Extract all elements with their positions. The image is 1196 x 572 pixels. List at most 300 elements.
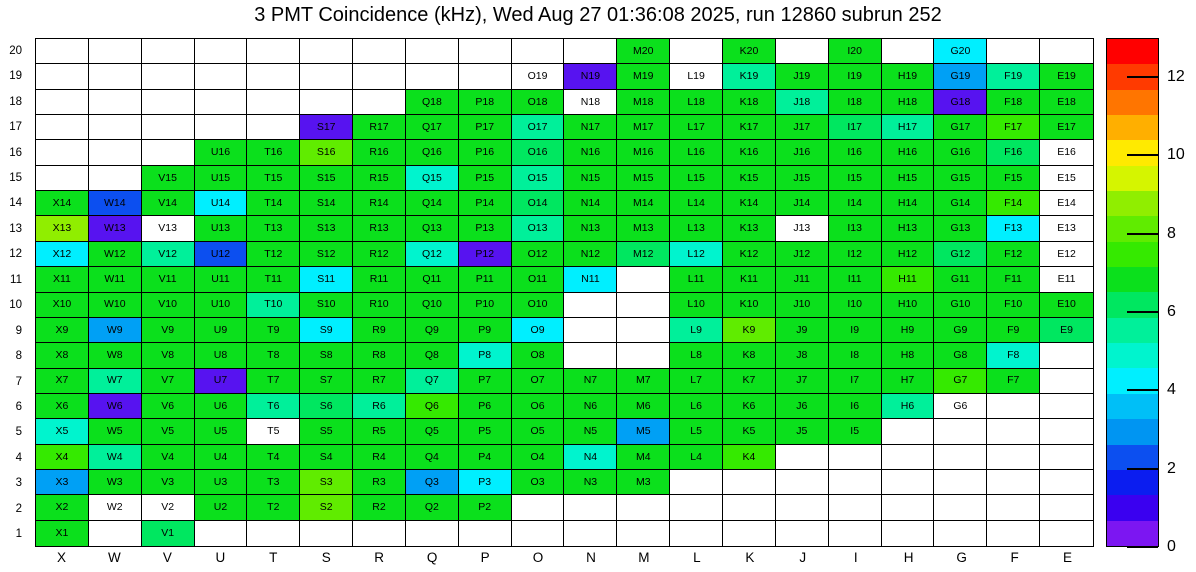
heatmap-cell: X10 <box>36 293 89 318</box>
heatmap-cell <box>89 140 142 165</box>
heatmap-cell: I5 <box>829 419 882 444</box>
heatmap-cell: U4 <box>195 445 248 470</box>
heatmap-cell: J6 <box>776 394 829 419</box>
colorbar-tick-line <box>1127 389 1158 391</box>
heatmap-cell: M16 <box>617 140 670 165</box>
heatmap-cell: V1 <box>142 521 195 546</box>
x-axis-tick: K <box>745 550 755 565</box>
heatmap-cell: F14 <box>987 191 1040 216</box>
heatmap-cell: P15 <box>459 166 512 191</box>
heatmap-cell <box>459 39 512 64</box>
heatmap-cell: Q16 <box>406 140 459 165</box>
heatmap-cell: O11 <box>512 267 565 292</box>
heatmap-cell: O17 <box>512 115 565 140</box>
heatmap-cell: G10 <box>934 293 987 318</box>
heatmap-cell <box>987 495 1040 520</box>
heatmap-cell: F15 <box>987 166 1040 191</box>
heatmap-cell: R5 <box>353 419 406 444</box>
heatmap-cell: I8 <box>829 343 882 368</box>
colorbar-tick-label: 12 <box>1167 68 1185 86</box>
heatmap-cell: H17 <box>882 115 935 140</box>
heatmap-cell <box>882 521 935 546</box>
heatmap-cell: P14 <box>459 191 512 216</box>
heatmap-cell: H12 <box>882 242 935 267</box>
heatmap-cell: M6 <box>617 394 670 419</box>
heatmap-cell: L17 <box>670 115 723 140</box>
heatmap-cell <box>564 343 617 368</box>
heatmap-cell: F13 <box>987 216 1040 241</box>
heatmap-cell: R9 <box>353 318 406 343</box>
x-axis-tick: W <box>108 550 121 565</box>
heatmap-cell <box>670 495 723 520</box>
heatmap-cell: R7 <box>353 369 406 394</box>
heatmap-cell: M20 <box>617 39 670 64</box>
heatmap-cell: P4 <box>459 445 512 470</box>
heatmap-cell <box>36 140 89 165</box>
heatmap-cell: I12 <box>829 242 882 267</box>
heatmap-cell: W9 <box>89 318 142 343</box>
colorbar-tick-line <box>1127 76 1158 78</box>
heatmap-cell: H11 <box>882 267 935 292</box>
heatmap-cell: W4 <box>89 445 142 470</box>
heatmap-cell: N7 <box>564 369 617 394</box>
heatmap-cell: V13 <box>142 216 195 241</box>
heatmap-cell: J12 <box>776 242 829 267</box>
heatmap-cell: Q4 <box>406 445 459 470</box>
heatmap-cell <box>1040 419 1093 444</box>
heatmap-cell: M4 <box>617 445 670 470</box>
heatmap-cell <box>1040 39 1093 64</box>
heatmap-cell <box>987 39 1040 64</box>
heatmap-cell: F17 <box>987 115 1040 140</box>
x-axis-tick: H <box>903 550 914 565</box>
heatmap-cell <box>1040 445 1093 470</box>
heatmap-cell: S11 <box>300 267 353 292</box>
heatmap-cell <box>89 166 142 191</box>
heatmap-cell <box>1040 470 1093 495</box>
heatmap-cell <box>195 90 248 115</box>
heatmap-cell: H14 <box>882 191 935 216</box>
heatmap-cell <box>882 470 935 495</box>
heatmap-cell: V14 <box>142 191 195 216</box>
y-axis-tick: 15 <box>9 171 22 184</box>
heatmap-cell: S15 <box>300 166 353 191</box>
heatmap-cell: M12 <box>617 242 670 267</box>
heatmap-cell: Q8 <box>406 343 459 368</box>
heatmap-cell: U9 <box>195 318 248 343</box>
heatmap-cell: T6 <box>247 394 300 419</box>
heatmap-cell: G20 <box>934 39 987 64</box>
heatmap-cell <box>247 115 300 140</box>
heatmap-cell: V8 <box>142 343 195 368</box>
heatmap-cell: X9 <box>36 318 89 343</box>
y-axis-tick: 11 <box>10 273 22 286</box>
heatmap-cell: F10 <box>987 293 1040 318</box>
heatmap-cell: M18 <box>617 90 670 115</box>
heatmap-cell <box>142 64 195 89</box>
heatmap-cell <box>247 64 300 89</box>
heatmap-cell: P7 <box>459 369 512 394</box>
heatmap-cell: N11 <box>564 267 617 292</box>
x-axis-tick-labels <box>35 550 1094 568</box>
heatmap-cell: I17 <box>829 115 882 140</box>
heatmap-cell: S8 <box>300 343 353 368</box>
x-axis-tick: Q <box>426 550 438 565</box>
heatmap-cell <box>617 293 670 318</box>
colorbar-band <box>1107 140 1158 165</box>
heatmap-cell: P6 <box>459 394 512 419</box>
x-axis-tick: S <box>321 550 331 565</box>
heatmap-cell <box>247 39 300 64</box>
heatmap-cell: R2 <box>353 495 406 520</box>
heatmap-cell <box>36 90 89 115</box>
heatmap-cell: P5 <box>459 419 512 444</box>
heatmap-cell: H8 <box>882 343 935 368</box>
x-axis-tick: P <box>480 550 490 565</box>
heatmap-cell: T12 <box>247 242 300 267</box>
heatmap-cell: G11 <box>934 267 987 292</box>
heatmap-cell: U8 <box>195 343 248 368</box>
heatmap-cell <box>987 521 1040 546</box>
heatmap-cell: H7 <box>882 369 935 394</box>
y-axis-tick: 10 <box>9 299 22 312</box>
heatmap-cell: H10 <box>882 293 935 318</box>
heatmap-cell: L16 <box>670 140 723 165</box>
heatmap-cell: E11 <box>1040 267 1093 292</box>
heatmap-cell: H16 <box>882 140 935 165</box>
heatmap-cell: T7 <box>247 369 300 394</box>
heatmap-cell: G6 <box>934 394 987 419</box>
heatmap-cell: W11 <box>89 267 142 292</box>
heatmap-cell: X7 <box>36 369 89 394</box>
heatmap-cell: P9 <box>459 318 512 343</box>
heatmap-cell: U7 <box>195 369 248 394</box>
x-axis-tick: L <box>693 550 701 565</box>
heatmap-cell: X1 <box>36 521 89 546</box>
heatmap-cell <box>882 495 935 520</box>
heatmap-cell <box>36 39 89 64</box>
heatmap-cell: L9 <box>670 318 723 343</box>
heatmap-cell <box>723 521 776 546</box>
heatmap-cell: Q14 <box>406 191 459 216</box>
y-axis-tick: 9 <box>15 324 22 337</box>
y-axis-tick: 19 <box>9 70 22 83</box>
heatmap-cell: H9 <box>882 318 935 343</box>
heatmap-cell: U13 <box>195 216 248 241</box>
colorbar-band <box>1107 191 1158 216</box>
heatmap-cell <box>36 115 89 140</box>
heatmap-cell: I16 <box>829 140 882 165</box>
heatmap-cell: G7 <box>934 369 987 394</box>
heatmap-cell: I13 <box>829 216 882 241</box>
colorbar-band <box>1107 419 1158 444</box>
x-axis-tick: E <box>1063 550 1073 565</box>
heatmap-cell: M5 <box>617 419 670 444</box>
heatmap-cell: L4 <box>670 445 723 470</box>
heatmap-cell: H18 <box>882 90 935 115</box>
heatmap-cell: J17 <box>776 115 829 140</box>
heatmap-cell: K11 <box>723 267 776 292</box>
heatmap-cell: O19 <box>512 64 565 89</box>
heatmap-cell: U6 <box>195 394 248 419</box>
y-axis-tick: 17 <box>9 121 22 134</box>
heatmap-cell: X6 <box>36 394 89 419</box>
heatmap-cell: E16 <box>1040 140 1093 165</box>
heatmap-cell <box>512 521 565 546</box>
heatmap-cell <box>142 90 195 115</box>
heatmap-cell: R8 <box>353 343 406 368</box>
heatmap-cell: P11 <box>459 267 512 292</box>
x-axis-tick: U <box>215 550 226 565</box>
y-axis-tick: 3 <box>15 477 22 490</box>
heatmap-cell: X13 <box>36 216 89 241</box>
heatmap-cell <box>1040 521 1093 546</box>
heatmap-cell: T16 <box>247 140 300 165</box>
x-axis-tick: X <box>56 550 66 565</box>
colorbar-band <box>1107 318 1158 343</box>
heatmap-cell <box>195 64 248 89</box>
colorbar-tick-label: 8 <box>1167 224 1176 242</box>
heatmap-cell: M3 <box>617 470 670 495</box>
heatmap-cell <box>670 521 723 546</box>
heatmap-cell: G18 <box>934 90 987 115</box>
x-axis-tick: O <box>532 550 544 565</box>
heatmap-cell: W2 <box>89 495 142 520</box>
heatmap-cell: V7 <box>142 369 195 394</box>
heatmap-cell: S4 <box>300 445 353 470</box>
colorbar-band <box>1107 39 1158 64</box>
heatmap-cell: W13 <box>89 216 142 241</box>
heatmap-cell <box>934 470 987 495</box>
heatmap-cell: K10 <box>723 293 776 318</box>
heatmap-cell <box>882 445 935 470</box>
heatmap-cell: I11 <box>829 267 882 292</box>
heatmap-cell: O18 <box>512 90 565 115</box>
heatmap-cell <box>564 293 617 318</box>
heatmap-cell: S16 <box>300 140 353 165</box>
heatmap-cell <box>36 64 89 89</box>
heatmap-cell: Q9 <box>406 318 459 343</box>
heatmap-cell <box>829 495 882 520</box>
heatmap-cell: W7 <box>89 369 142 394</box>
heatmap-cell: J18 <box>776 90 829 115</box>
heatmap-cell: N18 <box>564 90 617 115</box>
heatmap-cell <box>829 445 882 470</box>
heatmap-cell: N5 <box>564 419 617 444</box>
heatmap-cell: T9 <box>247 318 300 343</box>
heatmap-cell: W8 <box>89 343 142 368</box>
heatmap-cell: S10 <box>300 293 353 318</box>
heatmap-cell: E12 <box>1040 242 1093 267</box>
heatmap-cell <box>564 521 617 546</box>
heatmap-cell: M15 <box>617 166 670 191</box>
heatmap-cell <box>987 394 1040 419</box>
heatmap-cell: W14 <box>89 191 142 216</box>
colorbar-band <box>1107 470 1158 495</box>
heatmap-cell: N4 <box>564 445 617 470</box>
x-axis-tick: G <box>956 550 967 565</box>
heatmap-cell: G16 <box>934 140 987 165</box>
heatmap-cell <box>564 495 617 520</box>
heatmap-cell: G19 <box>934 64 987 89</box>
heatmap-cell: N15 <box>564 166 617 191</box>
y-axis-tick: 8 <box>15 350 22 363</box>
heatmap-cell: O9 <box>512 318 565 343</box>
heatmap-cell: J13 <box>776 216 829 241</box>
heatmap-cell <box>89 64 142 89</box>
heatmap-cell: N13 <box>564 216 617 241</box>
heatmap-cell: E14 <box>1040 191 1093 216</box>
heatmap-cell: E13 <box>1040 216 1093 241</box>
heatmap-cell: O16 <box>512 140 565 165</box>
colorbar-tick-line <box>1127 311 1158 313</box>
heatmap-cell: Q17 <box>406 115 459 140</box>
y-axis-tick: 14 <box>9 197 22 210</box>
heatmap-cell: J15 <box>776 166 829 191</box>
heatmap-cell: R17 <box>353 115 406 140</box>
heatmap-cell <box>89 90 142 115</box>
heatmap-cell: F11 <box>987 267 1040 292</box>
y-axis-tick: 5 <box>15 426 22 439</box>
heatmap-cell: Q13 <box>406 216 459 241</box>
heatmap-cell: I15 <box>829 166 882 191</box>
heatmap-cell: H19 <box>882 64 935 89</box>
heatmap-cell: G14 <box>934 191 987 216</box>
heatmap-cell <box>564 318 617 343</box>
heatmap-cell: U14 <box>195 191 248 216</box>
heatmap-cell: T10 <box>247 293 300 318</box>
heatmap-cell <box>406 39 459 64</box>
heatmap-cell: P2 <box>459 495 512 520</box>
heatmap-cell: T3 <box>247 470 300 495</box>
x-axis-tick: M <box>638 550 650 565</box>
x-axis-tick: R <box>374 550 385 565</box>
heatmap-cell <box>617 267 670 292</box>
heatmap-cell <box>353 90 406 115</box>
heatmap-cell: S13 <box>300 216 353 241</box>
heatmap-cell: V2 <box>142 495 195 520</box>
heatmap-cell: E17 <box>1040 115 1093 140</box>
colorbar-band <box>1107 521 1158 546</box>
heatmap-cell: F18 <box>987 90 1040 115</box>
heatmap-cell: J16 <box>776 140 829 165</box>
heatmap-cell: L11 <box>670 267 723 292</box>
heatmap-cell <box>564 39 617 64</box>
heatmap-cell <box>89 39 142 64</box>
heatmap-cell: S17 <box>300 115 353 140</box>
heatmap-cell: Q11 <box>406 267 459 292</box>
heatmap-cell <box>142 39 195 64</box>
heatmap-cell <box>723 470 776 495</box>
heatmap-cell <box>776 495 829 520</box>
heatmap-cell <box>300 90 353 115</box>
heatmap-cell: H6 <box>882 394 935 419</box>
heatmap-cell <box>882 419 935 444</box>
heatmap-cell <box>195 115 248 140</box>
heatmap-cell: J5 <box>776 419 829 444</box>
heatmap-cell: G15 <box>934 166 987 191</box>
heatmap-cell: K12 <box>723 242 776 267</box>
heatmap-cell: O15 <box>512 166 565 191</box>
heatmap-cell <box>89 521 142 546</box>
heatmap-cell: L12 <box>670 242 723 267</box>
heatmap-cell: H15 <box>882 166 935 191</box>
heatmap-cell: E10 <box>1040 293 1093 318</box>
heatmap-cell: X2 <box>36 495 89 520</box>
heatmap-cell <box>670 39 723 64</box>
heatmap-cell <box>1040 343 1093 368</box>
heatmap-cell: V4 <box>142 445 195 470</box>
heatmap-cell: M7 <box>617 369 670 394</box>
heatmap-cell <box>406 64 459 89</box>
colorbar-band <box>1107 115 1158 140</box>
heatmap-cell <box>300 39 353 64</box>
colorbar-band <box>1107 495 1158 520</box>
heatmap-cell <box>89 115 142 140</box>
heatmap-cell: V10 <box>142 293 195 318</box>
heatmap-cell <box>776 521 829 546</box>
heatmap-cell: T11 <box>247 267 300 292</box>
heatmap-cell: E15 <box>1040 166 1093 191</box>
heatmap-cell: L13 <box>670 216 723 241</box>
heatmap-cell: S2 <box>300 495 353 520</box>
heatmap-cell: P12 <box>459 242 512 267</box>
x-axis-tick: N <box>586 550 596 565</box>
colorbar-tick-label: 6 <box>1167 303 1176 321</box>
heatmap-cell: U2 <box>195 495 248 520</box>
heatmap-cell: N6 <box>564 394 617 419</box>
heatmap-cell <box>617 521 670 546</box>
heatmap-cell: X3 <box>36 470 89 495</box>
heatmap-cell: R6 <box>353 394 406 419</box>
heatmap-cell <box>142 140 195 165</box>
heatmap-cell: U12 <box>195 242 248 267</box>
heatmap-cell: F9 <box>987 318 1040 343</box>
heatmap-cell: K13 <box>723 216 776 241</box>
heatmap-cell: P13 <box>459 216 512 241</box>
heatmap-cell: J9 <box>776 318 829 343</box>
heatmap-cell: U3 <box>195 470 248 495</box>
heatmap-cell: F8 <box>987 343 1040 368</box>
heatmap-cell: Q5 <box>406 419 459 444</box>
heatmap-cell: L14 <box>670 191 723 216</box>
heatmap-cell: O4 <box>512 445 565 470</box>
heatmap-cell <box>617 343 670 368</box>
y-axis-tick: 7 <box>15 375 22 388</box>
heatmap-cell: X5 <box>36 419 89 444</box>
heatmap-cell: T5 <box>247 419 300 444</box>
heatmap-cell <box>723 495 776 520</box>
heatmap-cell: X4 <box>36 445 89 470</box>
heatmap-cell: H13 <box>882 216 935 241</box>
heatmap-cell: Q6 <box>406 394 459 419</box>
heatmap-cell <box>617 318 670 343</box>
heatmap-cell <box>829 470 882 495</box>
heatmap-cell: I18 <box>829 90 882 115</box>
y-axis-tick: 4 <box>15 451 22 464</box>
heatmap-cell: G8 <box>934 343 987 368</box>
heatmap-cell <box>142 115 195 140</box>
heatmap-cell: U15 <box>195 166 248 191</box>
colorbar-tick-line <box>1127 154 1158 156</box>
heatmap-cell: J8 <box>776 343 829 368</box>
heatmap-cell <box>459 64 512 89</box>
heatmap-cell: V15 <box>142 166 195 191</box>
heatmap-cell: E18 <box>1040 90 1093 115</box>
heatmap-cell: R14 <box>353 191 406 216</box>
colorbar-band <box>1107 445 1158 470</box>
colorbar-tick-line <box>1127 468 1158 470</box>
